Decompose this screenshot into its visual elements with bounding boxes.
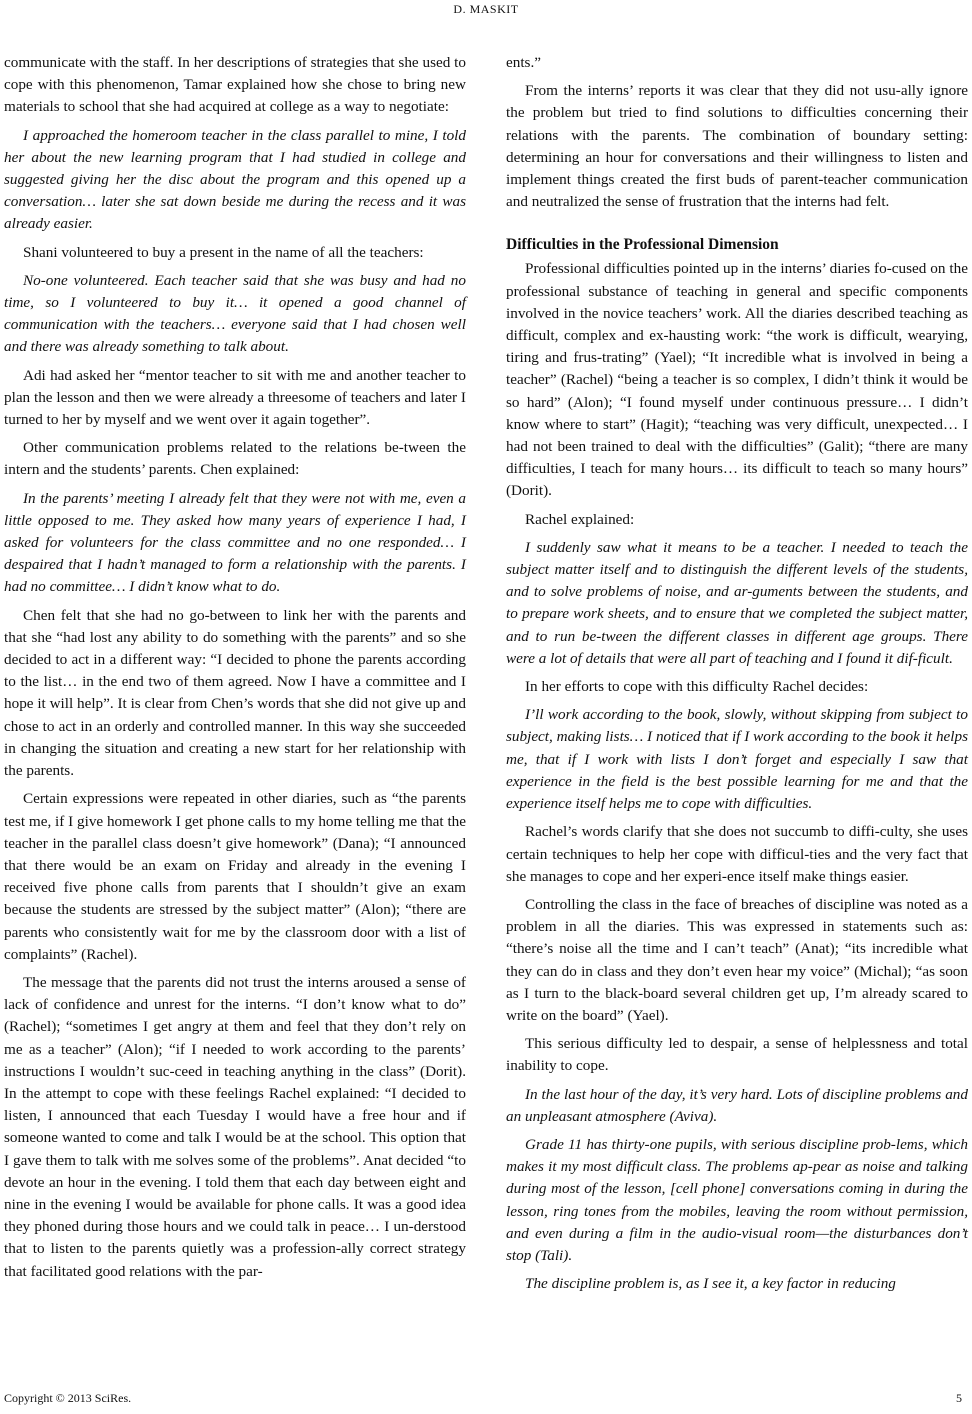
paragraph: ents.” <box>506 54 542 71</box>
paragraph: communicate with the staff. In her descriptions of strategies that she used to cope with this phenomenon, Tamar explained how she chose to bring new materials to school that she had acquired at college as a way to negotiate: <box>4 54 466 116</box>
left-column <box>4 52 466 1289</box>
diary-quote: No-one volunteered. Each teacher said that she was busy and had no time, so I volunteered to buy it… it opened a good channel of communication with the teachers… everyone said that I had chosen well and there was already something to talk about. <box>4 271 466 356</box>
paragraph: Controlling the class in the face of breaches of discipline was noted as a problem in all the diaries. This was expressed in statements such as: “there’s noise all the time and I can’t teach” (Anat); “its incredible what they can do in class and they don’t even hear my voice” (Michal); “as soon as I turn to the black-board several children get up, I’m already scared to write on the board” (Yael). <box>506 895 968 1024</box>
paragraph: From the interns’ reports it was clear that they did not usu-ally ignore the problem but tried to find solutions to difficulties concerning their relations with the parents. The combination of boundary setting: determining an hour for conversations and their willingness to listen and implement things created the first buds of parent-teacher communication and neutralized the sense of frustration that the interns had felt. <box>506 82 968 211</box>
paragraph: Certain expressions were repeated in other diaries, such as “the parents test me, if I give homework I get phone calls to my home telling me that the teacher in the parallel class doesn’t give homework” (Dana); “I announced that there would be an exam on Friday and already in the evening I received five phone calls from parents that I shouldn’t give an exam because the students are stressed by the subject matter” (Alon); “there are parents who consistently wait for me by the classroom door with a list of complaints” (Rachel). <box>4 790 466 963</box>
paragraph: This serious difficulty led to despair, a sense of helplessness and total inability to cope. <box>506 1035 968 1075</box>
paragraph: The message that the parents did not trust the interns aroused a sense of lack of confidence and unrest for the interns. “I don’t know what to do” (Rachel); “sometimes I get angry at them and feel that they don’t rely on me as a teacher” (Alon); “if I needed to work according to the parents’ instructions I wouldn’t suc-ceed in teaching anything in the class” (Dorit). In the attempt to cope with these feelings Rachel explained: “I decided to listen, I announced that each Tuesday I would have a free hour and if someone wanted to come and talk I would be at the school. This option that I gave them to talk with me solves some of the problems”. Anat decided “to devote an hour in the evening. I told them that each day between eight and nine in the evening I would be available for phone calls. It was a good idea they phoned during those hours and we could talk in peace… I un-derstood that to listen to the parents quietly was a profession-ally correct strategy that facilitated good relations with the par- <box>4 973 466 1280</box>
diary-quote: In the last hour of the day, it’s very hard. Lots of discipline problems and an unpleasant atmosphere (Aviva). <box>506 1085 968 1125</box>
paragraph: Adi had asked her “mentor teacher to sit with me and another teacher to plan the lesson and then we were already a threesome of teachers and later I turned to her by myself and we went over it again together”. <box>4 366 466 429</box>
diary-quote: I suddenly saw what it means to be a teacher. I needed to teach the subject matter itself and to distinguish the different levels of the students, and to solve problems of noise, and ar-guments between the students, and to prepare work sheets, and to ensure that we completed the subject matter, and to run be-tween the different classes in different age groups. There were a lot of details that were all part of teaching and I found it dif-ficult. <box>506 538 968 667</box>
right-column <box>506 52 968 1301</box>
paragraph: Professional difficulties pointed up in the interns’ diaries fo-cused on the professional substance of teaching in general and specific components involved in the novice teachers’ work. All the diaries described teaching as difficult, complex and ex-hausting work: “the work is difficult, wearying, tiring and frus-trating” (Yael); “It incredible what is involved in being a teacher” (Rachel) “being a teacher is so complex, I didn’t think it would be so hard” (Alon); “I found myself under continuous pressure… I didn’t know where to start” (Hagit); “teaching was very difficult, unexpected… I had not been trained to deal with the difficulties” (Galit); “there are many difficulties, I teach for many hours… its difficult to teach so many hours” (Dorit). <box>506 260 968 500</box>
paragraph: Other communication problems related to the relations be-tween the intern and the students’ parents. Chen explained: <box>4 439 466 479</box>
diary-quote: I approached the homeroom teacher in the class parallel to mine, I told her about the new learning program that I had studied in college and suggested giving her the disc about the program and this opened up a conversation… later she sat down beside me during the recess and it was already easier. <box>4 126 466 233</box>
diary-quote: The discipline problem is, as I see it, a key factor in reducing <box>525 1275 896 1293</box>
page-number: 5 <box>956 1391 962 1405</box>
paragraph: Rachel explained: <box>525 510 635 528</box>
copyright-notice: Copyright © 2013 SciRes. <box>4 1391 132 1405</box>
section-heading: Difficulties in the Professional Dimension <box>506 236 779 254</box>
paragraph: Rachel’s words clarify that she does not succumb to diffi-culty, she uses certain techniques to help her cope with difficul-ties and the very fact that she manages to cope and her experi-ence itself make things easier. <box>506 823 968 885</box>
diary-quote: In the parents’ meeting I already felt that they were not with me, even a little opposed to me. They asked how many years of experience I had, I asked for volunteers for the class committee and no one responded… I despaired that I hadn’t managed to form a relationship with the parents. I had no committee… I didn’t know what to do. <box>4 489 466 596</box>
diary-quote: I’ll work according to the book, slowly, without skipping from subject to subject, making lists… I noticed that if I work according to the book it helps me, that if I work with lists I don’t forget and especially I saw that experience in the field is the best possible learning for me and that the experience itself helps me to cope with difficulties. <box>506 706 968 813</box>
running-head: D. MASKIT <box>453 2 519 16</box>
paragraph: Shani volunteered to buy a present in the name of all the teachers: <box>23 243 424 261</box>
paragraph: In her efforts to cope with this difficulty Rachel decides: <box>525 678 869 696</box>
diary-quote: Grade 11 has thirty-one pupils, with serious discipline prob-lems, which makes it my most difficult class. The problems ap-pear as noise and talking during most of the lesson, [cell phone] conversations coming in during the lesson, ring tones from the mobiles, leaving the room without permission, and even during a film in the audio-visual room—the disturbances don’t stop (Tali). <box>506 1135 968 1264</box>
paragraph: Chen felt that she had no go-between to link her with the parents and that she “had lost any ability to do something with the parents” and so she decided to act in a different way: “I decided to phone the parents according to the list… in the end two of them agreed. Now I have a committee and I hope it will help”. It is clear from Chen’s words that she did not give up and chose to act in an orderly and controlled manner. In this way she succeeded in changing the situation and creating a new start for her relationship with the parents. <box>4 606 466 780</box>
